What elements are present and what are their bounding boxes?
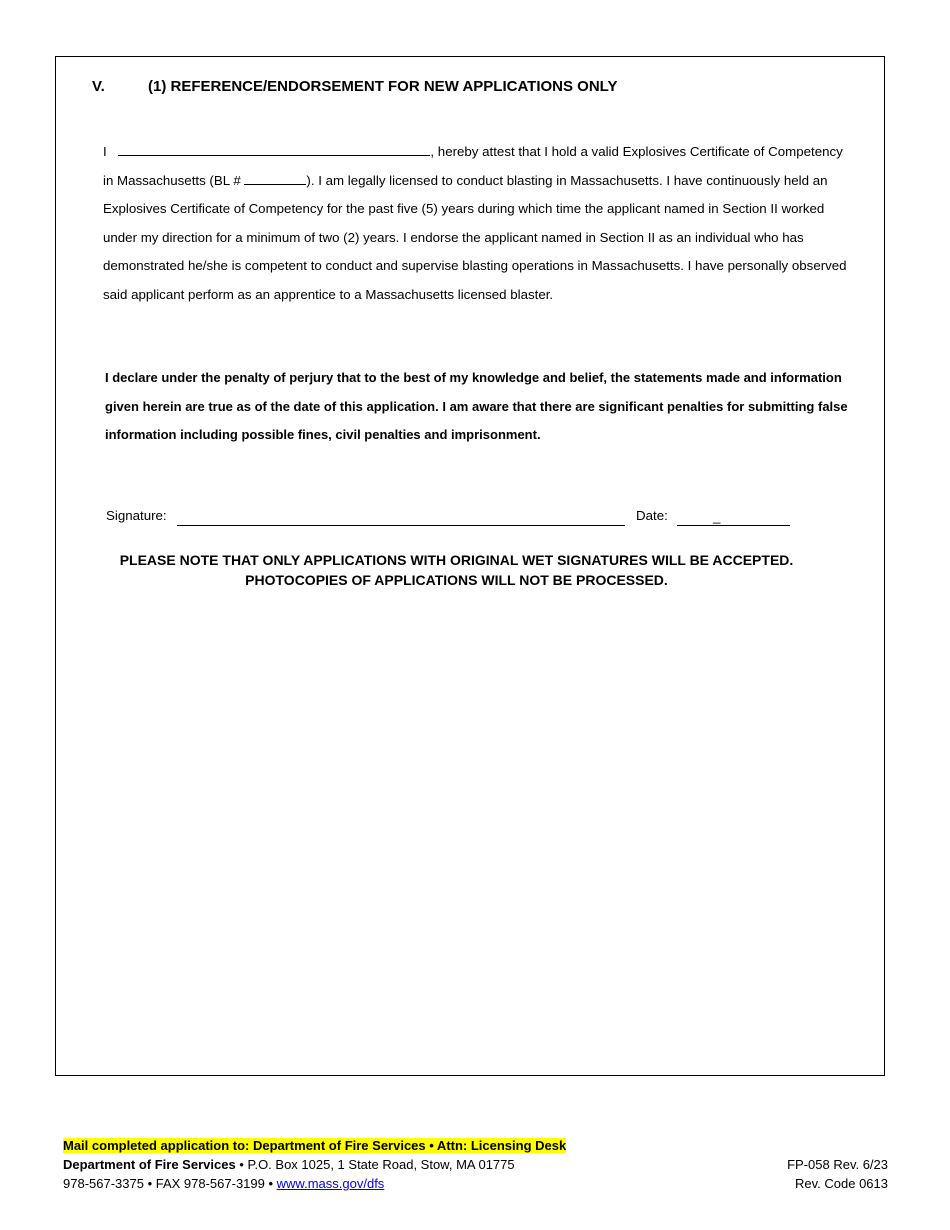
website-link[interactable]: www.mass.gov/dfs xyxy=(276,1176,385,1191)
attestation-text-after-name: , hereby attest that I hold a valid Explosives Certificate of Competency in Massachusetts (BL # xyxy=(103,144,843,188)
section-number: V. xyxy=(92,78,105,95)
wet-signature-notice xyxy=(55,550,858,590)
attestation-paragraph xyxy=(103,138,848,309)
form-rev: FP-058 Rev. 6/23 xyxy=(787,1157,888,1172)
referee-name-field[interactable] xyxy=(118,140,430,156)
notice-line-1: PLEASE NOTE THAT ONLY APPLICATIONS WITH ORIGINAL WET SIGNATURES WILL BE ACCEPTED. xyxy=(119,552,794,568)
form-revision-info xyxy=(787,1155,888,1193)
phone-fax: 978-567-3375 • FAX 978-567-3199 • xyxy=(63,1176,277,1191)
signature-label: Signature: xyxy=(106,508,167,523)
dept-name: Department of Fire Services xyxy=(63,1157,236,1172)
attestation-text-after-bl: ). I am legally licensed to conduct blasting in Massachusetts. I have continuously held an Explosives Certificate of Competency for the past five (5) years during which time the applicant named in Section II worked under my direction for a minimum of two (2) years. I endorse the applicant named in Section II as an individual who has demonstrated he/she is competent to conduct and supervise blasting operations in Massachusetts. I have personally observed said applicant perform as an apprentice to a Massachusetts licensed blaster. xyxy=(103,172,847,302)
mail-instructions: Mail completed application to: Department of Fire Services • Attn: Licensing Desk xyxy=(63,1138,567,1153)
dept-address: • P.O. Box 1025, 1 State Road, Stow, MA 01775 xyxy=(235,1157,515,1172)
rev-code: Rev. Code 0613 xyxy=(795,1176,888,1191)
section-title: (1) REFERENCE/ENDORSEMENT FOR NEW APPLICATIONS ONLY xyxy=(148,78,618,95)
bl-number-field[interactable] xyxy=(244,169,306,185)
perjury-declaration: I declare under the penalty of perjury that to the best of my knowledge and belief, the statements made and information given herein are true as of the date of this application. I am aware that there are significant penalties for submitting false information including possible fines, civil penalties and imprisonment. xyxy=(105,370,848,442)
notice-line-2: PHOTOCOPIES OF APPLICATIONS WILL NOT BE PROCESSED. xyxy=(245,572,668,588)
footer-contact xyxy=(63,1136,566,1193)
date-field-mark: _ xyxy=(713,509,721,524)
attestation-i-label: I xyxy=(103,144,107,159)
date-field[interactable] xyxy=(677,525,790,526)
date-label: Date: xyxy=(636,508,668,523)
signature-field[interactable] xyxy=(177,525,625,526)
section-heading xyxy=(92,78,617,95)
